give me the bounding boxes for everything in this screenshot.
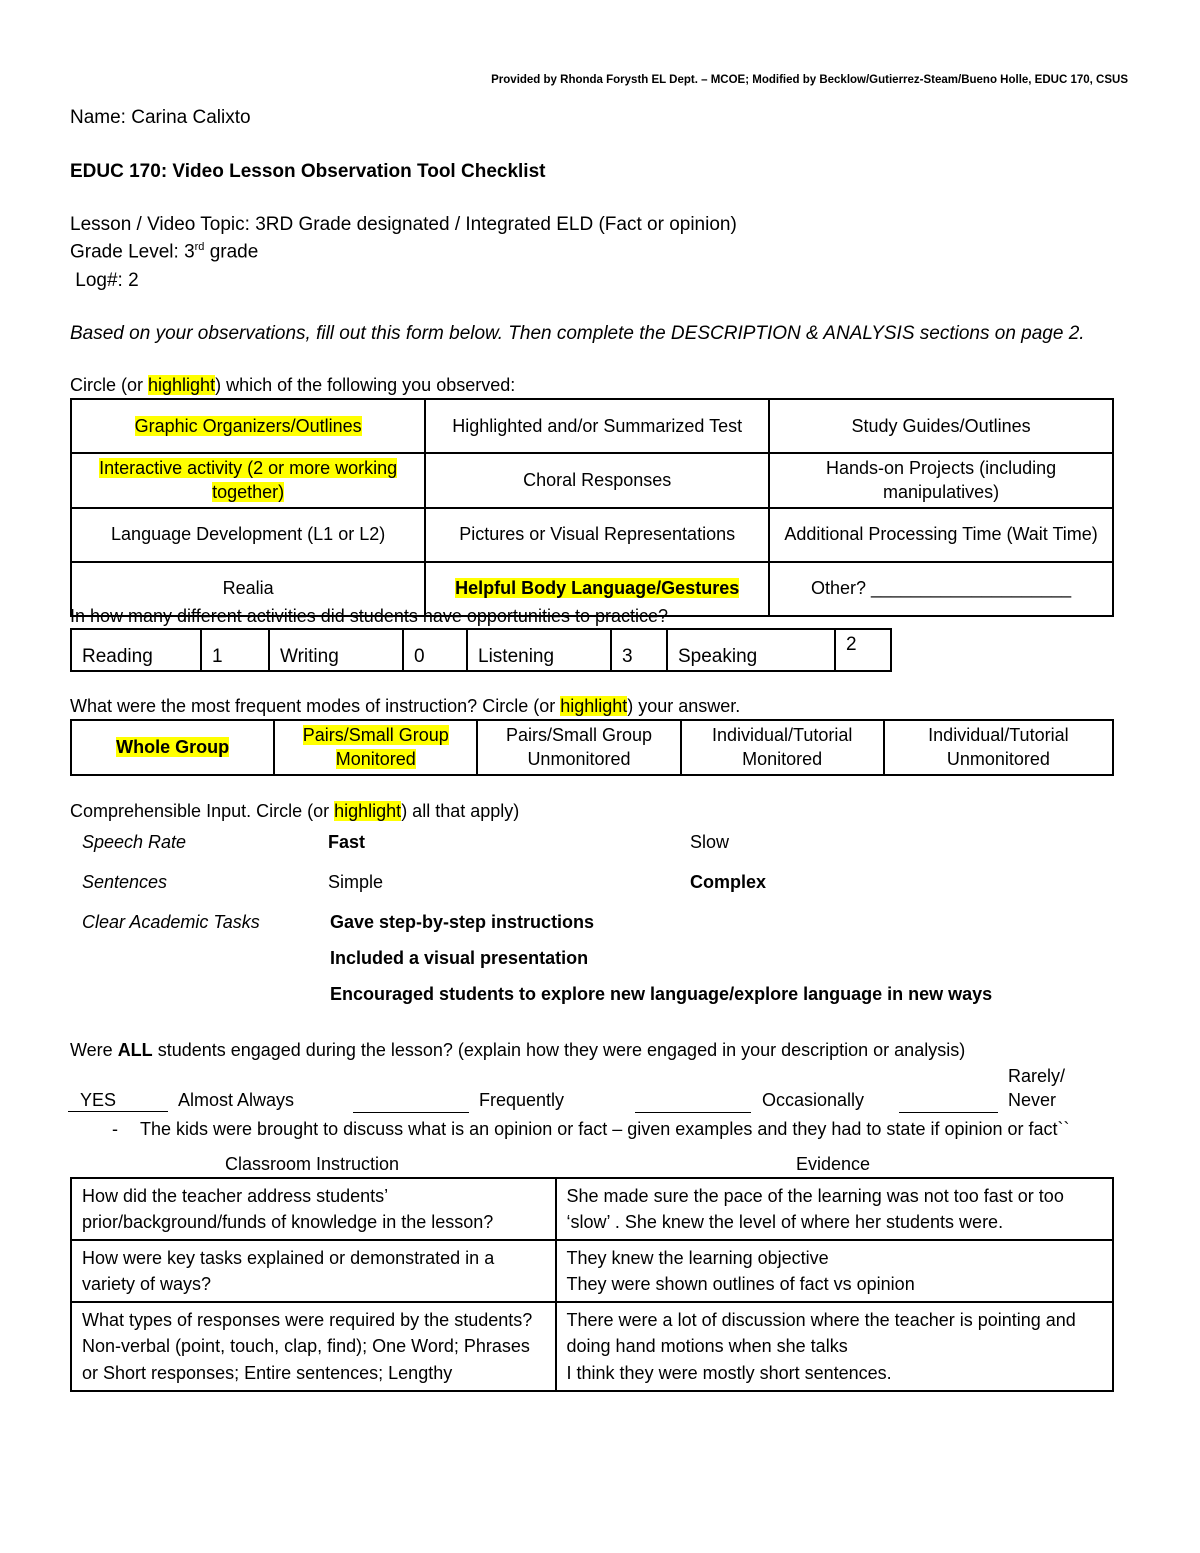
strategy-cell[interactable]: Graphic Organizers/Outlines	[71, 399, 425, 453]
rarely-label: Rarely/	[1008, 1066, 1066, 1086]
header-note: Provided by Rhonda Forysth EL Dept. – MCOE; Modified by Becklow/Gutierrez-Steam/Bueno Holle, EDUC 170, CSUS	[491, 74, 1128, 86]
sentences-simple-option[interactable]: Simple	[328, 872, 384, 892]
almost-always-label: Almost Always	[178, 1090, 295, 1110]
speech-rate-label: Speech Rate	[82, 832, 187, 852]
strategy-cell[interactable]: Other? ____________________	[769, 562, 1113, 616]
occasionally-blank[interactable]	[635, 1090, 751, 1113]
strategies-prompt: Circle (or highlight) which of the following you observed:	[70, 375, 516, 395]
practice-question: In how many different activities did students have opportunities to practice?	[70, 606, 669, 626]
evidence-table	[70, 1177, 1114, 1392]
mode-cell[interactable]: Individual/Tutorial Monitored	[681, 720, 884, 775]
student-name: Name: Carina Calixto	[70, 107, 251, 128]
engagement-yes-answer[interactable]: YES	[68, 1090, 168, 1112]
task-option[interactable]: Included a visual presentation	[330, 948, 589, 968]
strategy-cell[interactable]: Pictures or Visual Representations	[425, 508, 769, 562]
strategy-cell[interactable]: Hands-on Projects (including manipulatives)	[769, 453, 1113, 508]
practice-label: Reading	[71, 629, 201, 671]
evidence-header: Evidence	[796, 1154, 871, 1174]
modes-table	[70, 719, 1114, 776]
practice-count[interactable]: 2	[835, 629, 891, 671]
lesson-topic: Lesson / Video Topic: 3RD Grade designated / Integrated ELD (Fact or opinion)	[70, 214, 737, 235]
speech-slow-option[interactable]: Slow	[690, 832, 730, 852]
never-label: Never	[1008, 1090, 1057, 1110]
practice-label: Writing	[269, 629, 403, 671]
strategy-cell[interactable]: Helpful Body Language/Gestures	[425, 562, 769, 616]
evidence-answer[interactable]: She made sure the pace of the learning was not too fast or too ‘slow’ . She knew the level of where her students were.	[556, 1178, 1113, 1240]
bullet-dash: -	[112, 1119, 118, 1139]
grade-level: Grade Level: 3rd grade	[70, 241, 259, 263]
frequently-blank[interactable]	[353, 1090, 469, 1113]
task-option[interactable]: Encouraged students to explore new language/explore language in new ways	[330, 984, 993, 1004]
classroom-instruction-header: Classroom Instruction	[225, 1154, 400, 1174]
log-number: Log#: 2	[70, 270, 139, 291]
strategy-cell[interactable]: Highlighted and/or Summarized Test	[425, 399, 769, 453]
mode-cell[interactable]: Individual/Tutorial Unmonitored	[884, 720, 1113, 775]
practice-table	[70, 628, 892, 672]
strategy-cell[interactable]: Realia	[71, 562, 425, 616]
ci-prompt: Comprehensible Input. Circle (or highlight) all that apply)	[70, 801, 520, 821]
sentences-label: Sentences	[82, 872, 168, 892]
strategy-cell[interactable]: Additional Processing Time (Wait Time)	[769, 508, 1113, 562]
strategy-cell[interactable]: Interactive activity (2 or more working together)	[71, 453, 425, 508]
instruction-question: What types of responses were required by the students? Non-verbal (point, touch, clap, find); One Word; Phrases or Short responses; Entire sentences; Lengthy	[71, 1302, 556, 1390]
practice-count[interactable]: 1	[201, 629, 269, 671]
strategy-cell[interactable]: Choral Responses	[425, 453, 769, 508]
frequently-label: Frequently	[479, 1090, 565, 1110]
engagement-note: The kids were brought to discuss what is an opinion or fact – given examples and they had to state if opinion or fact``	[140, 1119, 1070, 1139]
practice-label: Speaking	[667, 629, 835, 671]
engagement-question: Were ALL students engaged during the lesson? (explain how they were engaged in your description or analysis)	[70, 1040, 966, 1060]
modes-question: What were the most frequent modes of instruction? Circle (or highlight) your answer.	[70, 696, 741, 716]
strategy-cell[interactable]: Study Guides/Outlines	[769, 399, 1113, 453]
tasks-label: Clear Academic Tasks	[82, 912, 260, 932]
strategy-cell[interactable]: Language Development (L1 or L2)	[71, 508, 425, 562]
mode-cell[interactable]: Whole Group	[71, 720, 274, 775]
instruction-question: How did the teacher address students’ prior/background/funds of knowledge in the lesson?	[71, 1178, 556, 1240]
task-option[interactable]: Gave step-by-step instructions	[330, 912, 595, 932]
strategies-table	[70, 398, 1114, 617]
mode-cell[interactable]: Pairs/Small Group Monitored	[274, 720, 477, 775]
mode-cell[interactable]: Pairs/Small Group Unmonitored	[477, 720, 680, 775]
instruction-question: How were key tasks explained or demonstrated in a variety of ways?	[71, 1240, 556, 1302]
evidence-answer[interactable]: There were a lot of discussion where the teacher is pointing and doing hand motions when she talks I think they were mostly short sentences.	[556, 1302, 1113, 1390]
practice-label: Listening	[467, 629, 611, 671]
practice-count[interactable]: 0	[403, 629, 467, 671]
instructions: Based on your observations, fill out this form below. Then complete the DESCRIPTION & ANALYSIS sections on page 2.	[70, 323, 1085, 344]
speech-fast-option[interactable]: Fast	[328, 832, 366, 852]
rarely-blank[interactable]	[899, 1090, 998, 1113]
practice-count[interactable]: 3	[611, 629, 667, 671]
evidence-answer[interactable]: They knew the learning objective They were shown outlines of fact vs opinion	[556, 1240, 1113, 1302]
page-title: EDUC 170: Video Lesson Observation Tool Checklist	[70, 161, 546, 182]
occasionally-label: Occasionally	[762, 1090, 865, 1110]
sentences-complex-option[interactable]: Complex	[690, 872, 767, 892]
